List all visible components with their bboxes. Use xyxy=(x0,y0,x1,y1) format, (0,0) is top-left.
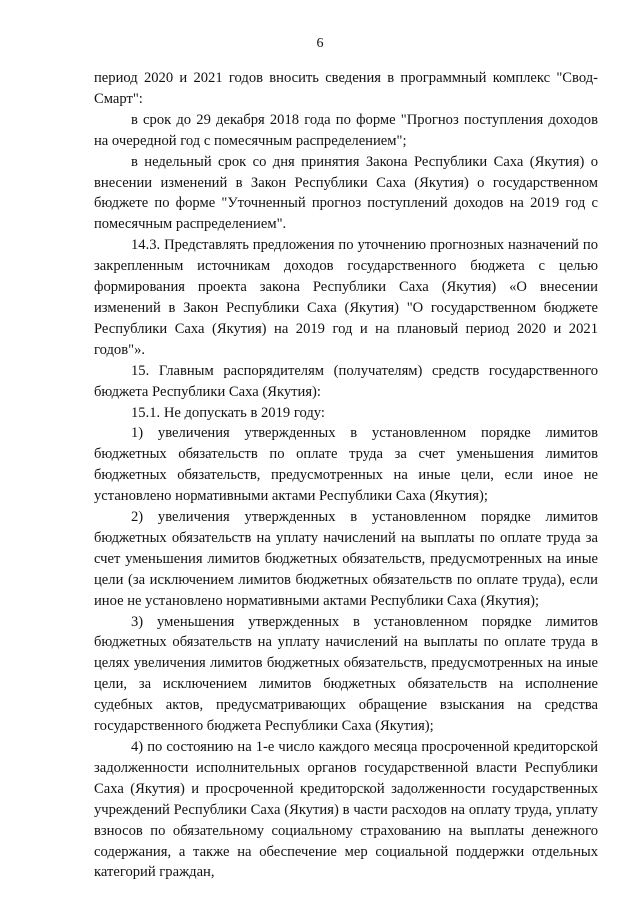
document-body xyxy=(94,68,598,883)
paragraph: в срок до 29 декабря 2018 года по форме "Прогноз поступления доходов на очередной год с помесячным распределением"; xyxy=(94,111,598,149)
paragraph: 15.1. Не допускать в 2019 году: xyxy=(131,404,325,421)
paragraph: 3) уменьшения утвержденных в установленном порядке лимитов бюджетных обязательств на уплату начислений на выплаты по оплате труда в целях увеличения лимитов бюджетных обязательств, предусмотренных на иные цели, за исключением лимитов бюджетных обязательств на исполнение судебных актов, предусматривающих обращение взыскания на средства государственного бюджета Республики Саха (Якутия); xyxy=(94,613,598,735)
paragraph: период 2020 и 2021 годов вносить сведения в программный комплекс "Свод-Смарт": xyxy=(94,70,598,107)
paragraph: 4) по состоянию на 1-е число каждого месяца просроченной кредиторской задолженности исполнительных органов государственной власти Республики Саха (Якутия) и просроченной кредиторской задолженности государственных учреждений Республики Саха (Якутия) в части расходов на оплату труда, уплату взносов по обязательному социальному страхованию на выплаты денежного содержания, а также на обеспечение мер социальной поддержки отдельных категорий граждан, xyxy=(94,739,598,881)
paragraph: 1) увеличения утвержденных в установленном порядке лимитов бюджетных обязательств по оплате труда за счет уменьшения лимитов бюджетных обязательств, предусмотренных на иные цели, если иное не установлено нормативными актами Республики Саха (Якутия); xyxy=(94,425,598,505)
paragraph: 15. Главным распорядителям (получателям) средств государственного бюджета Республики Саха (Якутия): xyxy=(94,362,598,400)
paragraph: в недельный срок со дня принятия Закона Республики Саха (Якутия) о внесении изменений в Закон Республики Саха (Якутия) о государственном бюджете по форме "Уточненный прогноз поступлений доходов на 2019 год с помесячным распределением". xyxy=(94,153,598,233)
paragraph: 14.3. Представлять предложения по уточнению прогнозных назначений по закрепленным источникам доходов государственного бюджета с целью формирования проекта закона Республики Саха (Якутия) «О внесении изменений в Закон Республики Саха (Якутия) "О государственном бюджете Республики Саха (Якутия) на 2019 год и на плановый период 2020 и 2021 годов"». xyxy=(94,237,598,358)
paragraph: 2) увеличения утвержденных в установленном порядке лимитов бюджетных обязательств на уплату начислений на выплаты по оплате труда за счет уменьшения лимитов бюджетных обязательств, предусмотренных на иные цели (за исключением лимитов бюджетных обязательств по оплате труда), если иное не установлено нормативными актами Республики Саха (Якутия); xyxy=(94,509,598,609)
page-number: 6 xyxy=(316,36,324,51)
